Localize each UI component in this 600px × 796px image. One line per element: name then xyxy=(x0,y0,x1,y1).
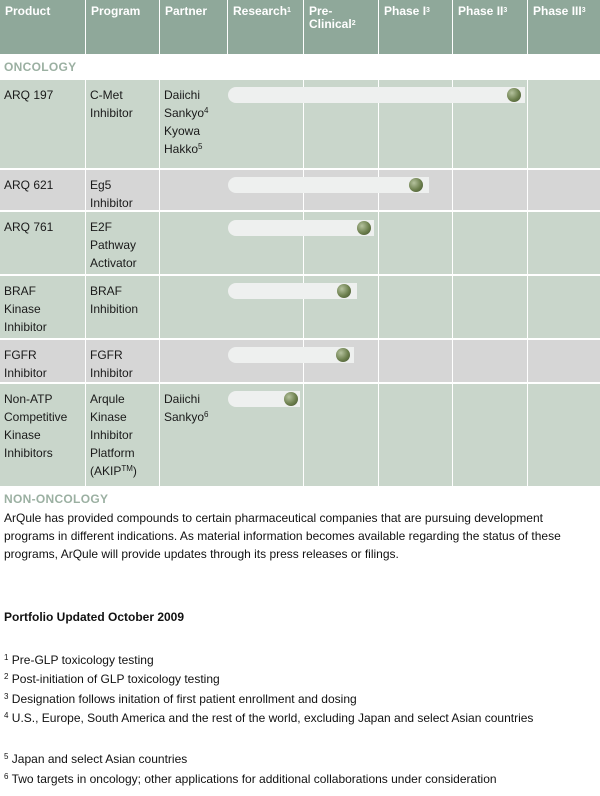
footnote: $^2$ Post-initiation of GLP toxicology testing xyxy=(4,672,220,686)
table-header xyxy=(0,0,600,54)
stage-marker xyxy=(409,178,423,192)
product-name: FGFR Inhibitor xyxy=(4,348,47,380)
table-row xyxy=(0,274,600,338)
header-program: Program xyxy=(85,0,159,54)
program-name: E2F Pathway Activator xyxy=(85,212,159,274)
header-preclinical: Pre- Clinical$^2$ xyxy=(303,0,378,54)
program-name: BRAF Inhibition xyxy=(85,276,159,338)
header-product: Product xyxy=(5,4,51,18)
table-row xyxy=(0,338,600,382)
product-name: Non-ATP Competitive Kinase Inhibitors xyxy=(4,392,68,460)
table-row xyxy=(0,78,600,168)
product-name: ARQ 197 xyxy=(4,88,54,102)
progress-bar xyxy=(228,220,374,236)
header-phase-1: Phase $I^3$ xyxy=(378,0,452,54)
footnote: $^1$ Pre-GLP toxicology testing xyxy=(4,653,154,667)
table-row xyxy=(0,168,600,210)
footnote: $^5$ Japan and select Asian countries xyxy=(4,752,188,766)
header-partner: Partner xyxy=(159,0,227,54)
partner-name: Daiichi Sankyo$^6$ xyxy=(159,384,227,486)
program-name: Arqule Kinase Inhibitor Platform (AKIP™) xyxy=(85,384,159,486)
section-oncology: ONCOLOGY xyxy=(4,60,77,74)
stage-marker xyxy=(357,221,371,235)
header-phase-3: Phase III$^3$ xyxy=(527,0,600,54)
non-oncology-description: ArQule has provided compounds to certain pharmaceutical companies that are pursuing development programs in different indications. As material information becomes available regarding the status of these programs, ArQule will provide updates through its press releases or filings. xyxy=(4,511,561,561)
portfolio-updated: Portfolio Updated October 2009 xyxy=(4,610,185,624)
header-research: Research$^1$ xyxy=(227,0,303,54)
partner-name xyxy=(159,276,227,338)
stage-marker xyxy=(507,88,521,102)
progress-bar xyxy=(228,177,429,193)
stage-marker xyxy=(284,392,298,406)
program-name: FGFR Inhibitor xyxy=(85,340,159,382)
footnote: $^4$ U.S., Europe, South America and the rest of the world, excluding Japan and select Asian countries xyxy=(4,711,534,725)
partner-name xyxy=(159,340,227,382)
table-row xyxy=(0,382,600,486)
program-name: Eg5 Inhibitor xyxy=(85,170,159,210)
product-name: BRAF Kinase Inhibitor xyxy=(4,284,47,334)
header-phase-2: Phase $II^3$ xyxy=(452,0,527,54)
partner-name xyxy=(159,212,227,274)
stage-marker xyxy=(337,284,351,298)
program-name: C-Met Inhibitor xyxy=(85,80,159,168)
footnote: $^3$ Designation follows initation of first patient enrollment and dosing xyxy=(4,692,357,706)
table-row xyxy=(0,210,600,274)
progress-bar xyxy=(228,87,525,103)
product-name: ARQ 761 xyxy=(4,220,54,234)
partner-name: Daiichi Sankyo$^4$ Kyowa Hakko$^5$ xyxy=(159,80,227,168)
footnote: $^6$ Two targets in oncology; other applications for additional collaborations under consideration xyxy=(4,772,497,786)
section-non-oncology: NON-ONCOLOGY xyxy=(4,492,109,506)
partner-name xyxy=(159,170,227,210)
product-name: ARQ 621 xyxy=(4,178,54,192)
stage-marker xyxy=(336,348,350,362)
